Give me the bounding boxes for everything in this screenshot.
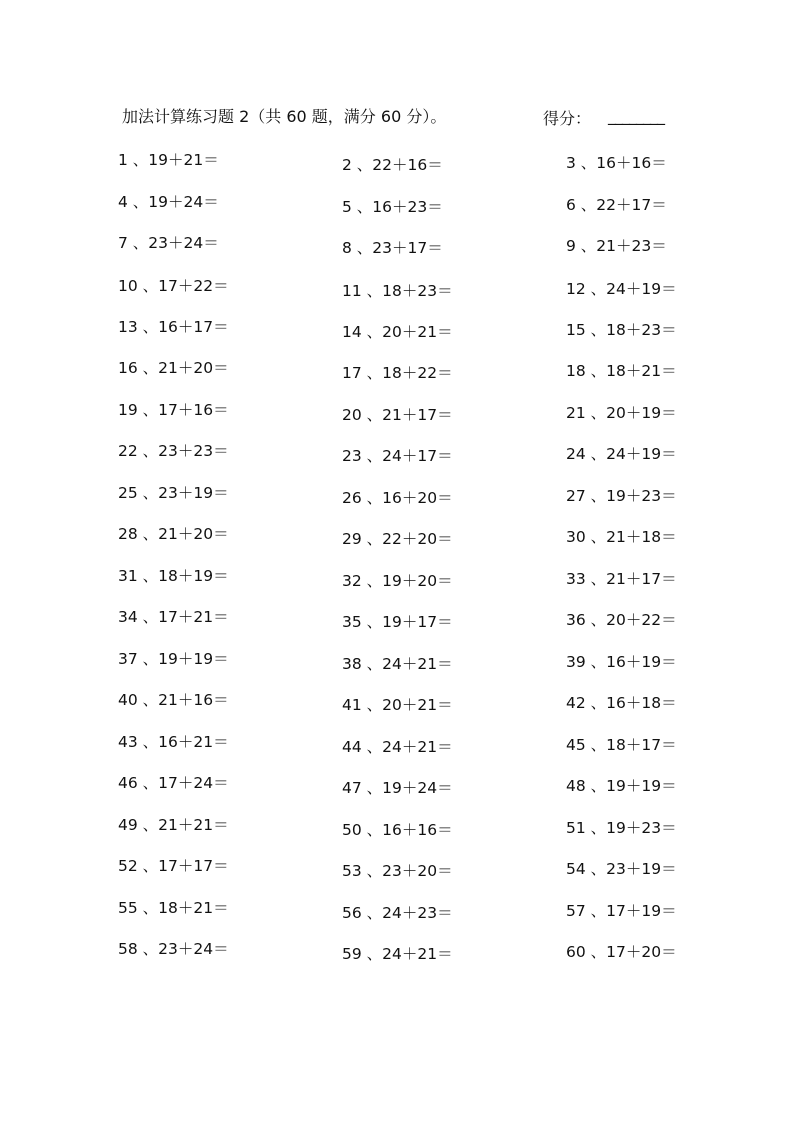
problem-item: 49 、21＋21＝	[118, 816, 229, 834]
problem-item: 38 、24＋21＝	[342, 655, 453, 673]
problem-item: 5 、16＋23＝	[342, 198, 443, 216]
problem-item: 31 、18＋19＝	[118, 567, 229, 585]
problem-item: 30 、21＋18＝	[566, 528, 677, 546]
problem-item: 47 、19＋24＝	[342, 779, 453, 797]
problem-item: 4 、19＋24＝	[118, 193, 219, 211]
problem-item: 26 、16＋20＝	[342, 489, 453, 507]
problem-item: 22 、23＋23＝	[118, 442, 229, 460]
problem-item: 57 、17＋19＝	[566, 902, 677, 920]
score-label: 得分：	[543, 109, 592, 128]
problem-item: 42 、16＋18＝	[566, 694, 677, 712]
problem-item: 16 、21＋20＝	[118, 359, 229, 377]
problem-item: 56 、24＋23＝	[342, 904, 453, 922]
problem-item: 21 、20＋19＝	[566, 404, 677, 422]
problem-item: 1 、19＋21＝	[118, 151, 219, 169]
problem-item: 20 、21＋17＝	[342, 406, 453, 424]
problem-item: 15 、18＋23＝	[566, 321, 677, 339]
problem-item: 18 、18＋21＝	[566, 362, 677, 380]
problem-item: 17 、18＋22＝	[342, 364, 453, 382]
problem-item: 60 、17＋20＝	[566, 943, 677, 961]
problem-item: 41 、20＋21＝	[342, 696, 453, 714]
problem-item: 48 、19＋19＝	[566, 777, 677, 795]
problem-item: 44 、24＋21＝	[342, 738, 453, 756]
problem-item: 52 、17＋17＝	[118, 857, 229, 875]
problem-item: 35 、19＋17＝	[342, 613, 453, 631]
problem-item: 2 、22＋16＝	[342, 156, 443, 174]
problem-item: 43 、16＋21＝	[118, 733, 229, 751]
problem-item: 7 、23＋24＝	[118, 234, 219, 252]
worksheet-title: 加法计算练习题 2（共 60 题，满分 60 分）。	[122, 107, 447, 126]
problem-item: 54 、23＋19＝	[566, 860, 677, 878]
problem-item: 58 、23＋24＝	[118, 940, 229, 958]
problem-item: 29 、22＋20＝	[342, 530, 453, 548]
problem-item: 55 、18＋21＝	[118, 899, 229, 917]
problem-item: 13 、16＋17＝	[118, 318, 229, 336]
problem-item: 12 、24＋19＝	[566, 280, 677, 298]
problem-item: 28 、21＋20＝	[118, 525, 229, 543]
problem-item: 33 、21＋17＝	[566, 570, 677, 588]
problem-item: 59 、24＋21＝	[342, 945, 453, 963]
problem-item: 40 、21＋16＝	[118, 691, 229, 709]
problem-item: 25 、23＋19＝	[118, 484, 229, 502]
problem-item: 27 、19＋23＝	[566, 487, 677, 505]
problem-item: 50 、16＋16＝	[342, 821, 453, 839]
problem-item: 24 、24＋19＝	[566, 445, 677, 463]
problem-item: 6 、22＋17＝	[566, 196, 667, 214]
problem-item: 46 、17＋24＝	[118, 774, 229, 792]
problem-item: 45 、18＋17＝	[566, 736, 677, 754]
score-blank[interactable]: ________	[608, 106, 664, 125]
problem-item: 10 、17＋22＝	[118, 277, 229, 295]
problem-item: 39 、16＋19＝	[566, 653, 677, 671]
problem-item: 19 、17＋16＝	[118, 401, 229, 419]
problem-item: 51 、19＋23＝	[566, 819, 677, 837]
problem-item: 3 、16＋16＝	[566, 154, 667, 172]
problem-item: 23 、24＋17＝	[342, 447, 453, 465]
problem-item: 11 、18＋23＝	[342, 282, 453, 300]
problem-item: 9 、21＋23＝	[566, 237, 667, 255]
problem-item: 34 、17＋21＝	[118, 608, 229, 626]
problem-item: 53 、23＋20＝	[342, 862, 453, 880]
problem-item: 32 、19＋20＝	[342, 572, 453, 590]
problem-item: 36 、20＋22＝	[566, 611, 677, 629]
problem-item: 14 、20＋21＝	[342, 323, 453, 341]
problem-item: 8 、23＋17＝	[342, 239, 443, 257]
problem-item: 37 、19＋19＝	[118, 650, 229, 668]
